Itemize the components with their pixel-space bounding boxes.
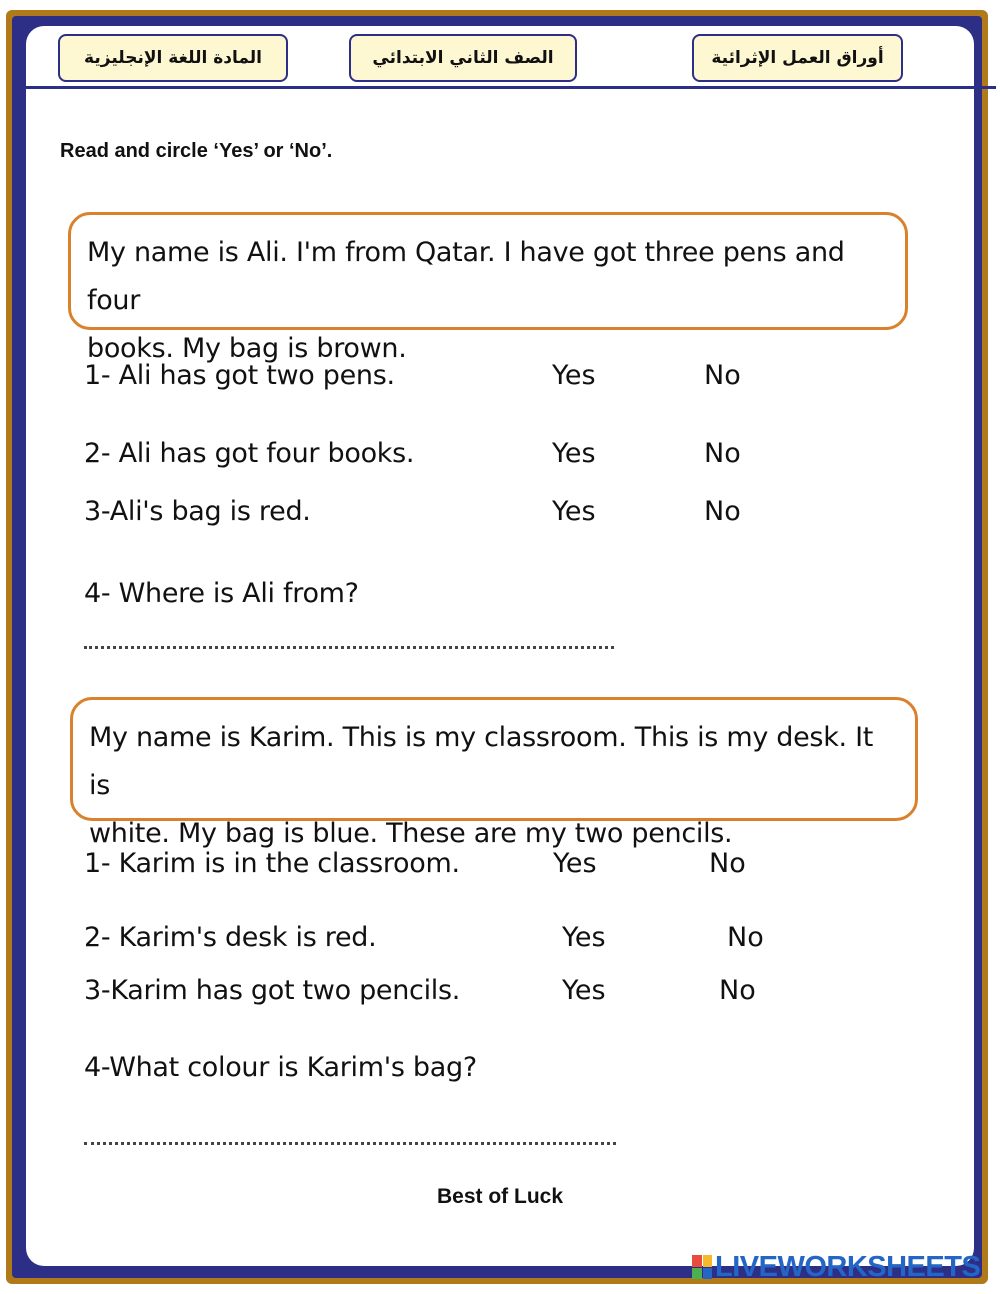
no-option[interactable]: No: [727, 922, 764, 953]
answer-line[interactable]: [84, 1142, 616, 1145]
no-option[interactable]: No: [704, 496, 741, 527]
question-4: 4-What colour is Karim's bag?: [84, 1052, 477, 1083]
passage-line: white. My bag is blue. These are my two pencils.: [89, 818, 733, 849]
no-option[interactable]: No: [704, 438, 741, 469]
question-1: 1- Karim is in the classroom.: [84, 848, 460, 879]
yes-option[interactable]: Yes: [552, 360, 596, 391]
no-option[interactable]: No: [709, 848, 746, 879]
yes-option[interactable]: Yes: [562, 975, 606, 1006]
yes-option[interactable]: Yes: [562, 922, 606, 953]
passage-karim: [70, 697, 918, 849]
passage-line: My name is Ali. I'm from Qatar. I have got three pens and four: [87, 237, 845, 316]
answer-line[interactable]: [84, 646, 614, 649]
best-of-luck: Best of Luck: [436, 1185, 564, 1208]
worksheets-label: أوراق العمل الإثرائية: [692, 34, 903, 82]
question-1: 1- Ali has got two pens.: [84, 360, 395, 391]
question-2: 2- Ali has got four books.: [84, 438, 415, 469]
logo-icon: [692, 1255, 712, 1279]
subject-label: المادة اللغة الإنجليزية: [58, 34, 288, 82]
passage-ali: [68, 212, 908, 364]
question-2: 2- Karim's desk is red.: [84, 922, 377, 953]
yes-option[interactable]: Yes: [552, 438, 596, 469]
no-option[interactable]: No: [719, 975, 756, 1006]
yes-option[interactable]: Yes: [553, 848, 597, 879]
grade-label: الصف الثاني الابتدائي: [349, 34, 577, 82]
brand-name: LIVEWORKSHEETS: [715, 1250, 981, 1283]
no-option[interactable]: No: [704, 360, 741, 391]
question-3: 3-Ali's bag is red.: [84, 496, 311, 527]
yes-option[interactable]: Yes: [552, 496, 596, 527]
passage-line: My name is Karim. This is my classroom. This is my desk. It is: [89, 722, 874, 801]
liveworksheets-logo: [692, 1252, 980, 1282]
question-4: 4- Where is Ali from?: [84, 578, 359, 609]
passage-line: books. My bag is brown.: [87, 333, 407, 364]
question-3: 3-Karim has got two pencils.: [84, 975, 461, 1006]
header-divider: [14, 86, 996, 89]
instruction-text: Read and circle ‘Yes’ or ‘No’.: [60, 140, 333, 162]
